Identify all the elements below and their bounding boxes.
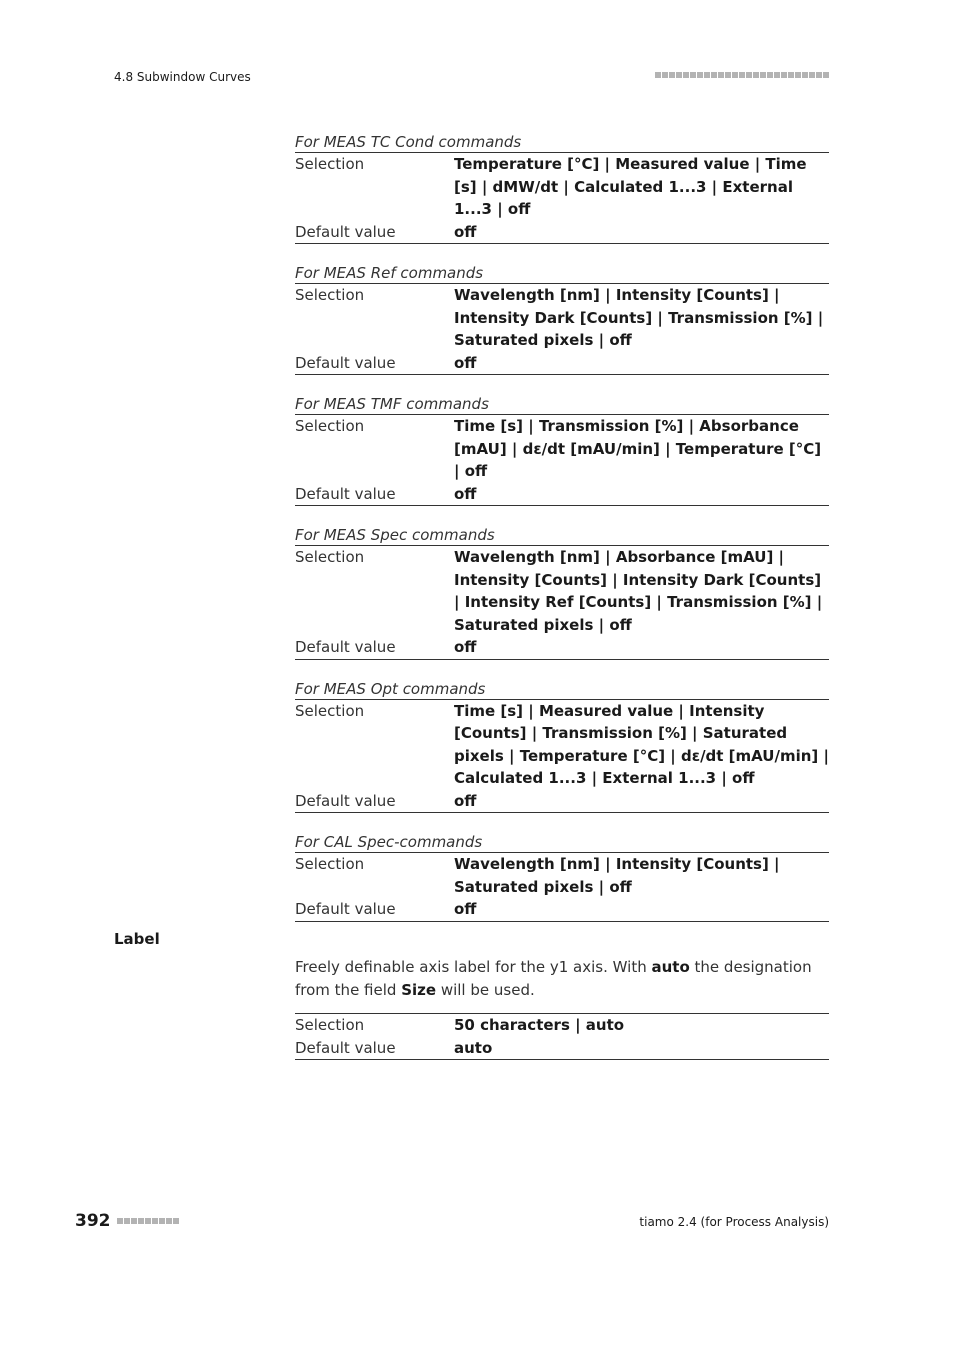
section-caption: For MEAS TMF commands xyxy=(295,394,829,415)
label-description xyxy=(295,956,829,1002)
default-value: off xyxy=(454,222,477,241)
desc-bold-size: Size xyxy=(401,981,437,999)
label-heading: Label xyxy=(114,930,160,948)
desc-bold-auto: auto xyxy=(651,958,690,976)
section-caption: For CAL Spec-commands xyxy=(295,832,829,853)
section-meas-ref xyxy=(295,263,829,375)
section-caption: For MEAS Ref commands xyxy=(295,263,829,284)
footer-product: tiamo 2.4 (for Process Analysis) xyxy=(639,1215,829,1229)
selection-row xyxy=(295,415,829,483)
footer-decoration xyxy=(117,1218,179,1224)
default-row xyxy=(295,790,829,814)
default-label: Default value xyxy=(295,791,396,810)
default-label: Default value xyxy=(295,484,396,503)
section-caption: For MEAS TC Cond commands xyxy=(295,132,829,153)
label-parameter-table xyxy=(295,1013,829,1060)
selection-value: Temperature [°C] | Measured value | Time [s] | dMW/dt | Calculated 1...3 | External 1...3 | off xyxy=(454,155,807,218)
selection-row xyxy=(295,1014,829,1037)
default-label: Default value xyxy=(295,353,396,372)
default-value: off xyxy=(454,638,477,656)
selection-row xyxy=(295,853,829,898)
selection-label: Selection xyxy=(295,417,365,435)
section-cal-spec xyxy=(295,832,829,922)
default-label: Default value xyxy=(295,638,396,656)
header-decoration xyxy=(655,72,829,78)
selection-label: Selection xyxy=(295,286,365,304)
selection-row xyxy=(295,546,829,636)
default-row xyxy=(295,1037,829,1061)
selection-row xyxy=(295,153,829,221)
selection-label: Selection xyxy=(295,548,365,566)
default-value: off xyxy=(454,900,477,918)
default-row xyxy=(295,898,829,922)
section-caption: For MEAS Opt commands xyxy=(295,679,829,700)
selection-value: 50 characters | auto xyxy=(454,1016,625,1034)
section-caption: For MEAS Spec commands xyxy=(295,525,829,546)
default-row xyxy=(295,636,829,660)
selection-label: Selection xyxy=(295,855,365,873)
default-value: off xyxy=(454,484,477,503)
running-header-title: 4.8 Subwindow Curves xyxy=(114,70,251,84)
selection-row xyxy=(295,284,829,352)
selection-row xyxy=(295,700,829,790)
default-row xyxy=(295,483,829,507)
default-label: Default value xyxy=(295,222,396,241)
selection-value: Time [s] | Measured value | Intensity [Counts] | Transmission [%] | Saturated pixels | Temperature [°C] | dε/dt [mAU/min] | Calculated 1...3 | External 1...3 | off xyxy=(454,701,829,787)
selection-label: Selection xyxy=(295,155,365,173)
default-label: Default value xyxy=(295,900,396,918)
selection-value: Time [s] | Transmission [%] | Absorbance [mAU] | dε/dt [mAU/min] | Temperature [°C] | off xyxy=(454,417,822,480)
default-value: auto xyxy=(454,1038,493,1057)
page-number: 392 xyxy=(75,1211,111,1231)
selection-label: Selection xyxy=(295,1016,365,1034)
selection-value: Wavelength [nm] | Intensity [Counts] | Intensity Dark [Counts] | Transmission [%] | Saturated pixels | off xyxy=(454,286,824,349)
default-row xyxy=(295,221,829,245)
default-row xyxy=(295,352,829,376)
section-meas-tmf xyxy=(295,394,829,506)
section-meas-spec xyxy=(295,525,829,660)
parameter-tables xyxy=(295,132,829,941)
footer-page xyxy=(75,1211,179,1231)
section-meas-tc-cond xyxy=(295,132,829,244)
selection-value: Wavelength [nm] | Absorbance [mAU] | Intensity [Counts] | Intensity Dark [Counts] | Intensity Ref [Counts] | Transmission [%] | Saturated pixels | off xyxy=(454,548,823,634)
label-description-block xyxy=(295,956,829,1060)
default-value: off xyxy=(454,353,477,372)
selection-label: Selection xyxy=(295,701,365,720)
default-value: off xyxy=(454,791,477,810)
desc-text: the designation from the field xyxy=(295,958,812,999)
desc-text: Freely definable axis label for the y1 axis. With xyxy=(295,958,652,976)
section-meas-opt xyxy=(295,679,829,814)
default-label: Default value xyxy=(295,1038,396,1057)
selection-value: Wavelength [nm] | Intensity [Counts] | Saturated pixels | off xyxy=(454,855,780,896)
desc-text: will be used. xyxy=(436,981,535,999)
